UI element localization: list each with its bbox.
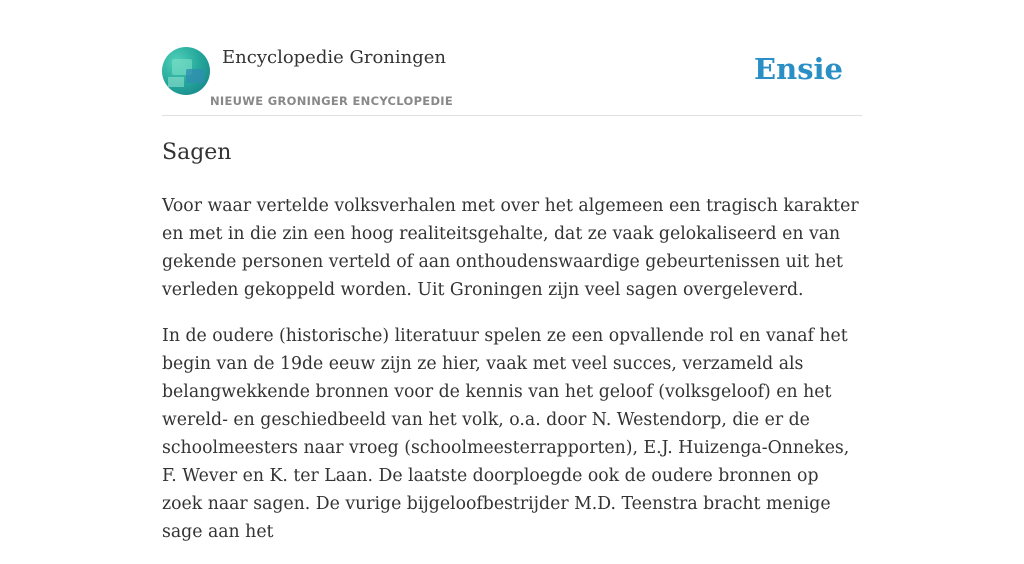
article-paragraph: In de oudere (historische) literatuur spelen ze een opvallende rol en vanaf het begin van de 19de eeuw zijn ze hier, vaak met veel succes, verzameld als belangwekkende bronnen voor de kennis van het geloof (volksgeloof) en het wereld- en geschiedbeeld van het volk, o.a. door N. Westendorp, die er de schoolmeesters naar vroeg (schoolmeesterrapporten), E.J. Huizenga-Onnekes, F. Wever en K. ter Laan. De laatste doorploegde ook de oudere bronnen op zoek naar sagen. De vurige bijgeloofbestrijder M.D. Teenstra bracht menige sage aan het [162,326,850,542]
ensie-brand-link[interactable]: Ensie [754,52,843,86]
site-header [162,0,862,116]
site-subtitle: NIEUWE GRONINGER ENCYCLOPEDIE [210,94,454,108]
article-body [162,192,862,564]
page-title: Sagen [162,140,232,165]
article-paragraph: Voor waar vertelde volksverhalen met over het algemeen een tragisch karakter en met in die zin een hoog realiteitsgehalte, dat ze vaak gelokaliseerd en van gekende personen verteld of aan onthoudenswaardige gebeurtenissen uit het verleden gekoppeld worden. Uit Groningen zijn veel sagen overgeleverd. [162,196,859,300]
logo-map-shape [186,69,204,83]
site-title[interactable]: Encyclopedie Groningen [222,47,447,68]
map-logo-icon[interactable] [162,47,210,95]
logo-map-shape [168,77,184,87]
